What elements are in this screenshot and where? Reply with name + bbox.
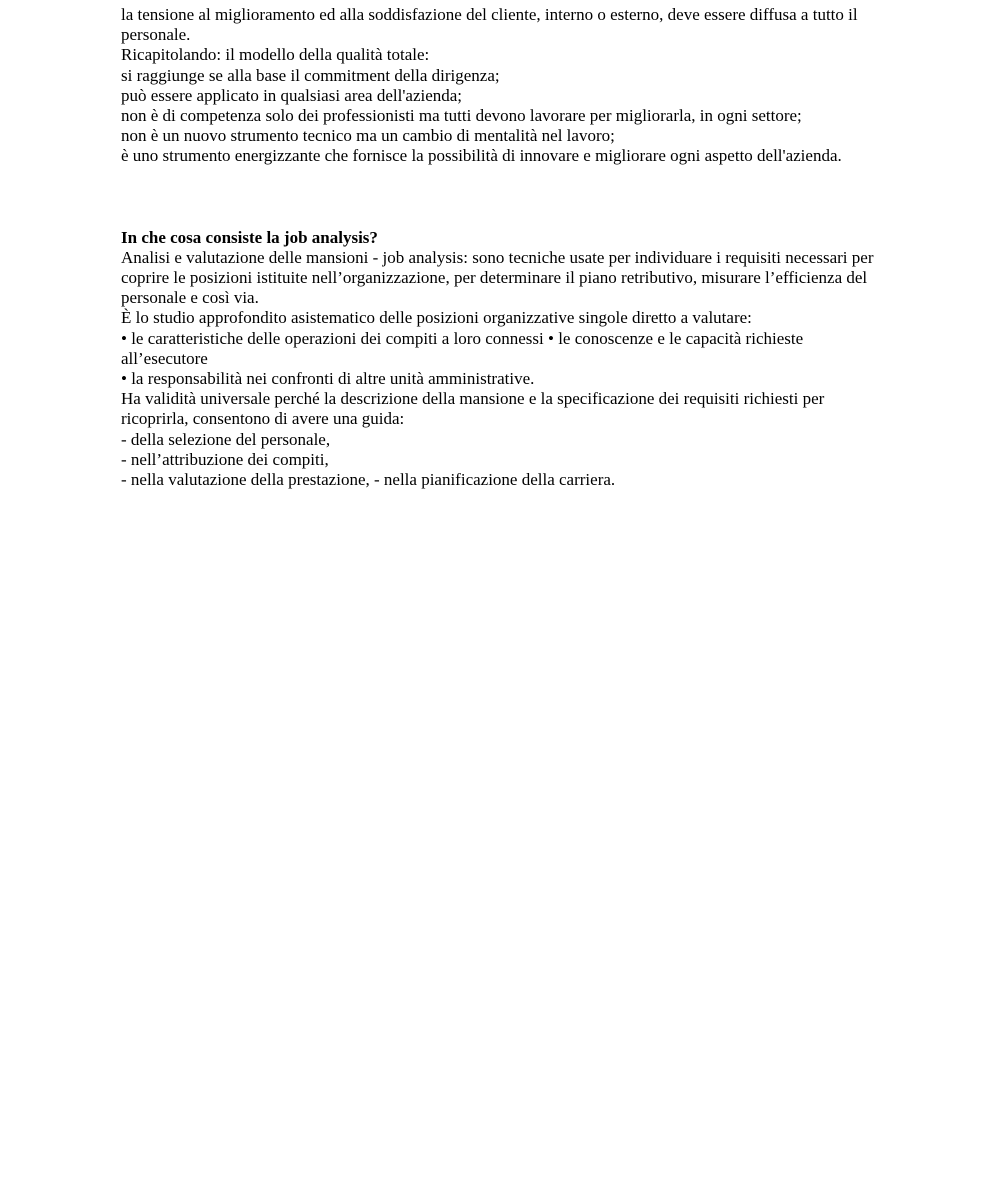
quality-summary-section xyxy=(121,5,881,167)
paragraph-line: Analisi e valutazione delle mansioni - job analysis: sono tecniche usate per individuare i requisiti necessari per coprire le posizioni istituite nell’organizzazione, per determinare il piano retributivo, misurare l’efficienza del personale e così via. xyxy=(121,247,874,308)
paragraph-line: - della selezione del personale, xyxy=(121,429,331,449)
paragraph-line: si raggiunge se alla base il commitment della dirigenza; xyxy=(121,65,500,85)
paragraph-line: Ha validità universale perché la descrizione della mansione e la specificazione dei requisiti richiesti per ricoprirla, consentono di avere una guida: xyxy=(121,389,825,429)
paragraph-line: È lo studio approfondito asistematico delle posizioni organizzative singole diretto a valutare: xyxy=(121,308,752,328)
paragraph-line: Ricapitolando: il modello della qualità totale: xyxy=(121,45,430,65)
paragraph-line: • la responsabilità nei confronti di altre unità amministrative. xyxy=(121,369,535,389)
paragraph-line: non è di competenza solo dei professionisti ma tutti devono lavorare per migliorarla, in ogni settore; xyxy=(121,106,802,126)
job-analysis-section xyxy=(121,228,881,491)
paragraph-line: può essere applicato in qualsiasi area dell'azienda; xyxy=(121,85,463,105)
paragraph-line: • le caratteristiche delle operazioni dei compiti a loro connessi • le conoscenze e le capacità richieste all’esecutore xyxy=(121,328,804,368)
paragraph-line: non è un nuovo strumento tecnico ma un cambio di mentalità nel lavoro; xyxy=(121,126,615,146)
paragraph-line: è uno strumento energizzante che fornisce la possibilità di innovare e migliorare ogni aspetto dell'azienda. xyxy=(121,146,842,166)
section-heading: In che cosa consiste la job analysis? xyxy=(121,227,378,247)
paragraph-line: la tensione al miglioramento ed alla soddisfazione del cliente, interno o esterno, deve essere diffusa a tutto il personale. xyxy=(121,5,858,45)
paragraph-line: - nella valutazione della prestazione, - nella pianificazione della carriera. xyxy=(121,470,616,490)
paragraph-line: - nell’attribuzione dei compiti, xyxy=(121,449,329,469)
section-spacer xyxy=(121,167,881,228)
document-body xyxy=(121,5,881,490)
